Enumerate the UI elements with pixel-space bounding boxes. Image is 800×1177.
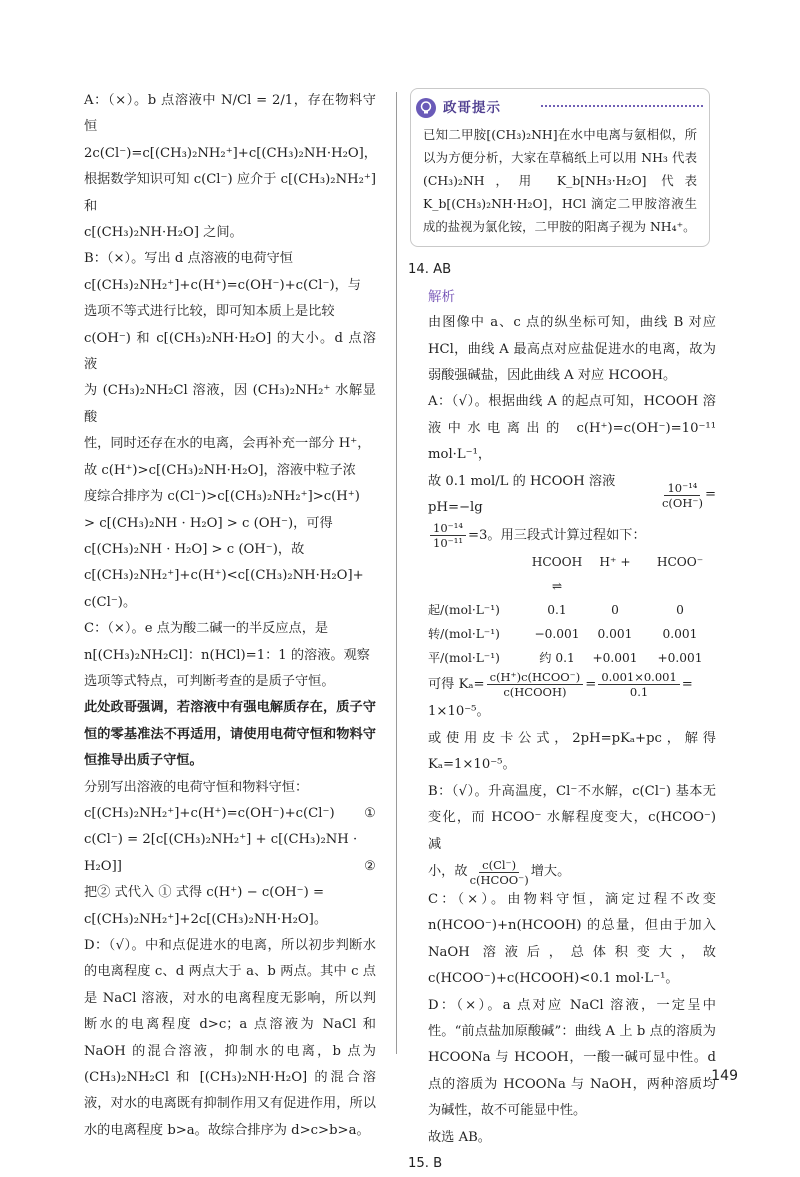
substitution-line-a: 把② 式代入 ① 式得 c(H⁺) − c(OH⁻) = xyxy=(84,885,325,901)
ice-cell: 约 0.1 xyxy=(539,651,575,666)
tip-box xyxy=(410,88,710,247)
page-number: 149 xyxy=(711,1068,738,1084)
tip-dotted-rule xyxy=(541,105,703,107)
ice-header-2: H⁺ + xyxy=(599,555,631,570)
tip-text: 已知二甲胺[(CH₃)₂NH]在水中电离与氨相似，所以为方便分析，大家在草稿纸上可以用 NH₃ 代表 (CH₃)₂NH，用 K_b[NH₃·H₂O] 代表 K_b[(CH₃)₂NH·H₂O]，HCl 滴定二甲胺溶液生成的盐视为氯化铵，二甲胺的阳离子视为 NH₄⁺。 xyxy=(423,127,697,235)
q14-d: D：（×）。a 点对应 NaCl 溶液，一定呈中性。“前点盐加原酸碱”：曲线 A 上 b 点的溶质为 HCOONa 与 HCOOH，一酸一碱可显中性。d 点的溶质为 HCOONa 与 NaOH，两种溶质均为碱性，故不可能显中性。 xyxy=(428,997,716,1119)
ice-cell: 0.1 xyxy=(547,603,567,618)
equation-1 xyxy=(84,801,376,827)
equation-1-mark: ① xyxy=(364,805,376,821)
b-fraction xyxy=(470,858,529,887)
q14-c: C：（×）。由物料守恒，滴定过程不改变 n(HCOO⁻)+n(HCOOH) 的总量，但由于加入 NaOH 溶液后，总体积变大，故 c(HCOO⁻)+c(HCOOH)<0.1 mol·L⁻¹。 xyxy=(428,891,716,987)
equation-2-line-a: c(Cl⁻) = 2[c[(CH₃)₂NH₂⁺] + c[(CH₃)₂NH · xyxy=(84,832,358,848)
ka-equals: = xyxy=(585,676,597,692)
left-column xyxy=(84,88,376,1144)
b-fraction-num: c(Cl⁻) xyxy=(479,858,519,873)
ice-table xyxy=(428,550,716,670)
ph-equals: = xyxy=(704,486,716,502)
para-b-5: 为 (CH₃)₂NH₂Cl 溶液，因 (CH₃)₂NH₂⁺ 水解显酸 xyxy=(84,383,376,425)
equation-1-text: c[(CH₃)₂NH₂⁺]+c(H⁺)=c(OH⁻)+c(Cl⁻) xyxy=(84,805,335,821)
lightbulb-icon xyxy=(415,97,437,119)
para-conservation-intro: 分别写出溶液的电荷守恒和物料守恒： xyxy=(84,779,309,795)
ka-result: 1×10⁻⁵。 xyxy=(428,704,490,720)
para-b-9: > c[(CH₃)₂NH · H₂O] > c (OH⁻)，可得 xyxy=(84,515,333,531)
para-a-2: 2c(Cl⁻)=c[(CH₃)₂NH₂⁺]+c[(CH₃)₂NH·H₂O]， xyxy=(84,145,377,161)
equation-2 xyxy=(84,854,376,880)
ice-header-0 xyxy=(428,550,528,598)
ph-fraction-2-den: 10⁻¹¹ xyxy=(433,536,463,551)
ph-fraction-1-den: c(OH⁻) xyxy=(661,495,703,510)
para-b-11: c[(CH₃)₂NH₂⁺]+c(H⁺)<c[(CH₃)₂NH·H₂O]+ xyxy=(84,568,364,584)
ka-equals-2: = xyxy=(681,676,693,692)
ice-row-change-label: 转/(mol·L⁻¹) xyxy=(428,627,500,642)
ph-fraction-2 xyxy=(430,521,466,550)
question-14-number: 14. AB xyxy=(408,262,452,278)
para-b-1: B：（×）。写出 d 点溶液的电荷守恒 xyxy=(84,251,293,267)
b-fraction-line xyxy=(428,858,716,887)
ka-alternative: 或使用皮卡公式，2pH=pKₐ+pc，解得 Kₐ=1×10⁻⁵。 xyxy=(428,730,716,773)
para-b-4: c(OH⁻) 和 c[(CH₃)₂NH·H₂O] 的大小。d 点溶液 xyxy=(84,330,376,373)
ka-fraction-2-num: 0.001×0.001 xyxy=(598,670,679,685)
ph-fraction-2-num: 10⁻¹⁴ xyxy=(430,521,466,536)
ice-cell: 0.001 xyxy=(662,627,698,642)
equation-2-line-b: H₂O]] xyxy=(84,858,122,874)
ph-prefix: 故 0.1 mol/L 的 HCOOH 溶液 pH=−lg xyxy=(428,473,616,516)
tip-title: 政哥提示 xyxy=(443,100,501,116)
q14-a-line1: A：（√）。根据曲线 A 的起点可知，HCOOH 溶液中水电离出的 c(H⁺)=c(OH⁻)=10⁻¹¹ mol·L⁻¹， xyxy=(428,394,716,463)
para-a-1: A：（×）。b 点溶液中 N/Cl = 2/1，存在物料守恒 xyxy=(84,93,376,135)
column-divider xyxy=(396,92,397,1054)
para-a-4: c[(CH₃)₂NH·H₂O] 之间。 xyxy=(84,225,243,241)
question-15-number: 15. B xyxy=(408,1155,443,1171)
ka-prefix: 可得 Kₐ= xyxy=(428,676,485,692)
ice-row-equilibrium-label: 平/(mol·L⁻¹) xyxy=(428,651,500,666)
para-a-3: 根据数学知识可知 c(Cl⁻) 应介于 c[(CH₃)₂NH₂⁺] 和 xyxy=(84,172,376,214)
ph-fraction-1-num: 10⁻¹⁴ xyxy=(664,481,700,496)
ice-row-start-label: 起/(mol·L⁻¹) xyxy=(428,603,500,618)
b-fraction-den: c(HCOO⁻) xyxy=(469,872,529,887)
ice-cell: 0.001 xyxy=(597,627,633,642)
b-frac-prefix: 小，故 xyxy=(428,864,468,880)
tip-header xyxy=(415,95,697,121)
ice-cell: +0.001 xyxy=(657,651,703,666)
equation-2-mark: ② xyxy=(364,858,376,874)
para-b-10: c[(CH₃)₂NH · H₂O] > c (OH⁻)，故 xyxy=(84,541,305,557)
b-frac-suffix: 增大。 xyxy=(530,864,571,880)
ice-cell: −0.001 xyxy=(534,627,580,642)
ka-fraction-den: c(HCOOH) xyxy=(503,685,567,700)
ph-result xyxy=(428,521,716,550)
substitution-line-b: c[(CH₃)₂NH₂⁺]+2c[(CH₃)₂NH·H₂O]。 xyxy=(84,911,328,927)
analysis-label: 解析 xyxy=(428,288,455,305)
ka-fraction-num: c(H⁺)c(HCOO⁻) xyxy=(487,670,584,685)
ph-result-text: =3。用三段式计算过程如下： xyxy=(467,527,646,543)
emphasis-text: 此处政哥强调，若溶液中有强电解质存在，质子守恒的零基准法不再适用，请使用电荷守恒和物料守恒推导出质子守恒。 xyxy=(84,700,376,769)
ph-fraction-1 xyxy=(662,481,703,510)
para-b-6: 性，同时还存在水的电离，会再补充一部分 H⁺， xyxy=(84,436,371,452)
para-b-12: c(Cl⁻)。 xyxy=(84,594,137,610)
para-b-8: 度综合排序为 c(Cl⁻)>c[(CH₃)₂NH₂⁺]>c(H⁺) xyxy=(84,489,360,505)
para-c-1: C：（×）。e 点为酸二碱一的半反应点，是 xyxy=(84,621,329,637)
ice-cell: 0 xyxy=(676,603,684,618)
ka-fraction xyxy=(487,670,584,699)
q14-intro: 由图像中 a、c 点的纵坐标可知，曲线 B 对应 HCl，曲线 A 最高点对应盐促进水的电离，故为弱酸强碱盐，因此曲线 A 对应 HCOOH。 xyxy=(428,315,716,384)
ph-equation xyxy=(428,469,716,522)
para-c-2: n[(CH₃)₂NH₂Cl]：n(HCl)=1：1 的溶液。观察 xyxy=(84,647,370,663)
para-b-3: 选项不等式进行比较，即可知本质上是比较 xyxy=(84,304,335,320)
para-d: D：（√）。中和点促进水的电离，所以初步判断水的电离程度 c、d 两点大于 a、b 两点。其中 c 点是 NaCl 溶液，对水的电离程度无影响，所以判断水的电离程度 d>c；a 点溶液为 NaCl 和 NaOH 的混合溶液，抑制水的电离，b 点为 (CH₃)₂NH₂Cl 和 [(CH₃)₂NH·H₂O] 的混合溶液，对水的电离既有抑制作用又有促进作用，所以水的电离程度 b>a。故综合排序为 d>c>b>a。 xyxy=(84,938,376,1138)
right-column xyxy=(408,88,716,1177)
ice-header-1: HCOOH ⇌ xyxy=(531,555,583,594)
ka-equation xyxy=(428,670,716,699)
ice-header-3: HCOO⁻ xyxy=(656,555,704,570)
q14-conclusion: 故选 AB。 xyxy=(428,1129,491,1145)
para-c-3: 选项等式特点，可判断考查的是质子守恒。 xyxy=(84,673,335,689)
para-b-2: c[(CH₃)₂NH₂⁺]+c(H⁺)=c(OH⁻)+c(Cl⁻)，与 xyxy=(84,277,361,293)
ka-fraction-2-den: 0.1 xyxy=(629,685,649,700)
q14-b-line: B：（√）。升高温度，Cl⁻不水解，c(Cl⁻) 基本无变化，而 HCOO⁻ 水解程度变大，c(HCOO⁻) 减 xyxy=(428,783,716,852)
para-b-7: 故 c(H⁺)>c[(CH₃)₂NH·H₂O]，溶液中粒子浓 xyxy=(84,462,356,478)
ka-fraction-2 xyxy=(598,670,679,699)
ice-cell: 0 xyxy=(611,603,619,618)
ice-cell: +0.001 xyxy=(592,651,638,666)
